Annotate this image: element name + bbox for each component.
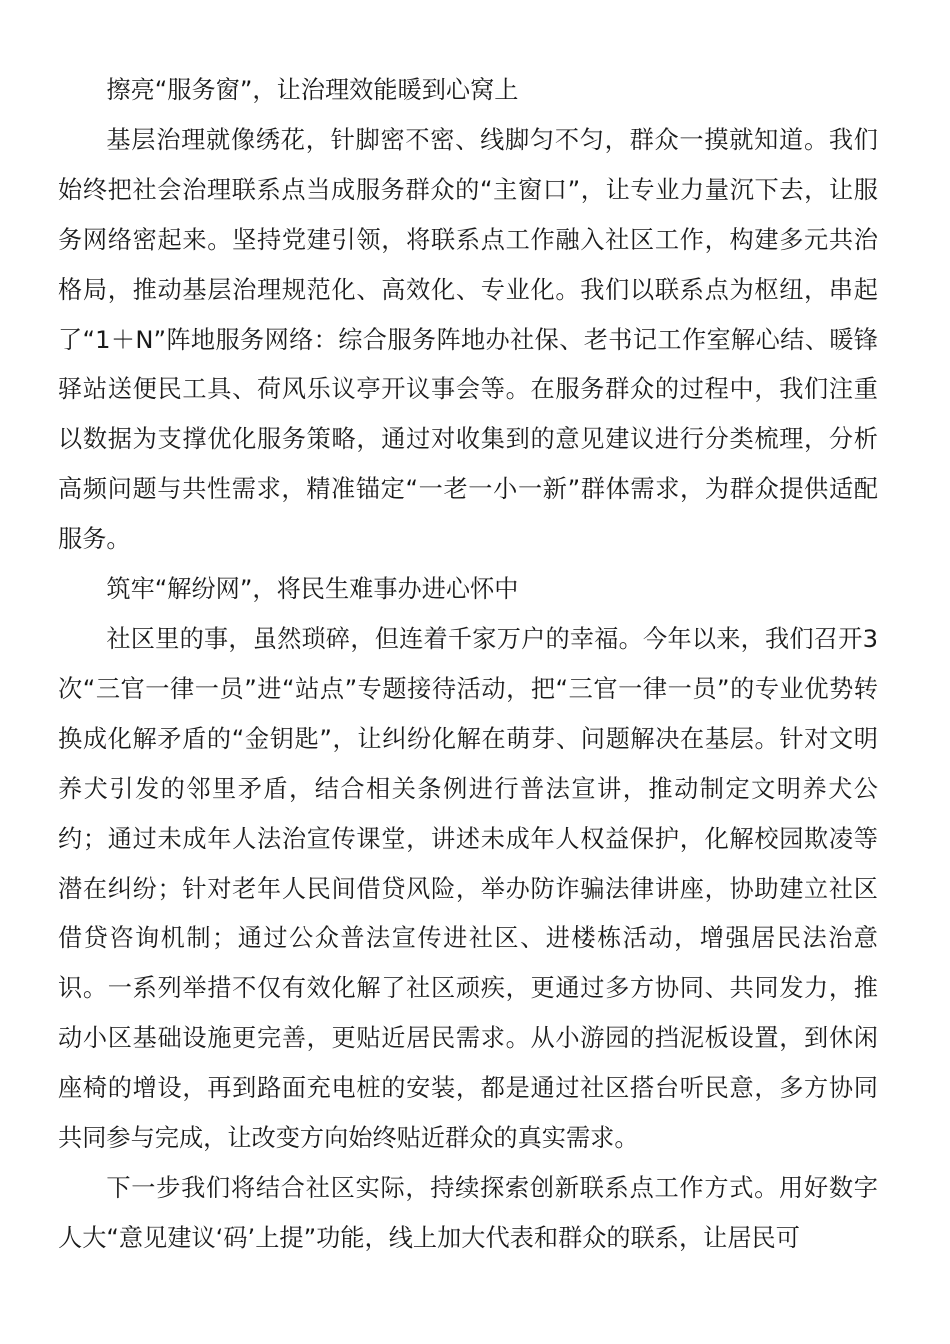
paragraph-dispute-resolution: 社区里的事，虽然琐碎，但连着千家万户的幸福。今年以来，我们召开3次“三官一律一员”进“站点”专题接待活动，把“三官一律一员”的专业优势转换成化解矛盾的“金钥匙”，让纠纷化解在萌芽、问题解决在基层。针对文明养犬引发的邻里矛盾，结合相关条例进行普法宣讲，推动制定文明养犬公约；通过未成年人法治宣传课堂，讲述未成年人权益保护，化解校园欺凌等潜在纠纷；针对老年人民间借贷风险，举办防诈骗法律讲座，协助建立社区借贷咨询机制；通过公众普法宣传进社区、进楼栋活动，增强居民法治意识。一系列举措不仅有效化解了社区顽疾，更通过多方协同、共同发力，推动小区基础设施更完善，更贴近居民需求。从小游园的挡泥板设置，到休闲座椅的增设，再到路面充电桩的安装，都是通过社区搭台听民意，多方协同共同参与完成，让改变方向始终贴近群众的真实需求。 — [58, 624, 878, 1153]
paragraph-next-steps: 下一步我们将结合社区实际，持续探索创新联系点工作方式。用好数字人大“意见建议‘码’上提”功能，线上加大代表和群众的联系，让居民可 — [58, 1173, 878, 1252]
section-heading-dispute-resolution: 筑牢“解纷网”，将民生难事办进心怀中 — [106, 575, 519, 604]
paragraph-service-network: 基层治理就像绣花，针脚密不密、线脚匀不匀，群众一摸就知道。我们始终把社会治理联系点当成服务群众的“主窗口”，让专业力量沉下去，让服务网络密起来。坚持党建引领，将联系点工作融入社区工作，构建多元共治格局，推动基层治理规范化、高效化、专业化。我们以联系点为枢纽，串起了“1＋N”阵地服务网络：综合服务阵地办社保、老书记工作室解心结、暖锋驿站送便民工具、荷风乐议亭开议事会等。在服务群众的过程中，我们注重以数据为支撑优化服务策略，通过对收集到的意见建议进行分类梳理，分析高频问题与共性需求，精准锚定“一老一小一新”群体需求，为群众提供适配服务。 — [58, 125, 878, 554]
document-body — [58, 66, 878, 1264]
section-heading-service-window: 擦亮“服务窗”，让治理效能暖到心窝上 — [106, 76, 519, 104]
